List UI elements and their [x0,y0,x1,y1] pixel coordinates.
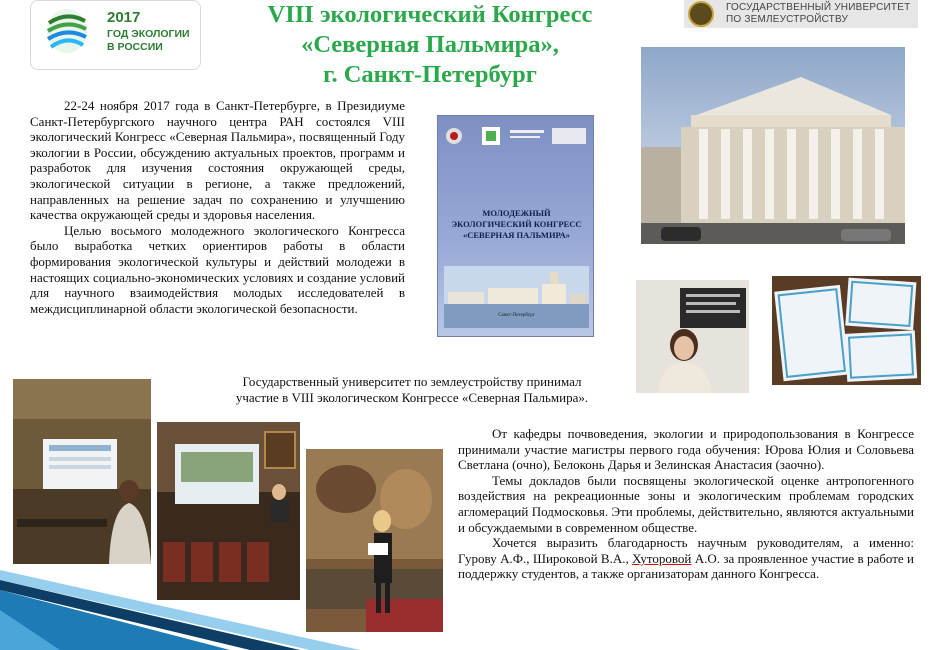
page-title [210,0,650,90]
caption-line2: участие в VIII экологическом Конгрессе «Северная Пальмира». [235,390,589,405]
book-title-line2: ЭКОЛОГИЧЕСКИЙ КОНГРЕСС [451,219,582,229]
eco-logo-line2: В РОССИИ [107,41,163,53]
details-paragraph-3 [458,535,914,582]
building-photo [641,47,905,244]
university-emblem-icon [688,1,714,27]
certificates-photo [772,276,921,385]
university-logo-line1: ГОСУДАРСТВЕННЫЙ УНИВЕРСИТЕТ [726,2,911,13]
eco-year-logo [30,0,201,70]
book-place: Санкт-Петербург [498,313,535,318]
eco-logo-line1: ГОД ЭКОЛОГИИ [107,28,190,40]
caption-line1: Государственный университет по землеустройству принимал [242,374,582,389]
conference-room-photo-1 [13,379,151,564]
congress-book-cover [437,115,594,337]
university-logo-line2: ПО ЗЕМЛЕУСТРОЙСТВУ [726,14,849,25]
details-p3-before: Хочется выразить благодарность научным руководителям, а именно: Гурову А.Ф., Широковой В.А., [458,535,914,566]
book-title-line1: МОЛОДЕЖНЫЙ [482,208,551,218]
title-line1: VIII экологический Конгресс [267,1,593,28]
student-plaque-photo [636,280,749,393]
eco-logo-mark-icon [45,7,89,55]
details-paragraph-1: От кафедры почвоведения, экологии и природопользования в Конгрессе принимали участие магистры первого года обучения: Юрова Юлия и Соловьева Светлана (очно), Белоконь Дарья и Зелинская Анастасия (заочно). [458,426,914,473]
university-logo [684,0,918,28]
book-cityscape-icon [444,266,589,328]
book-logos-icon [444,124,589,148]
details-text-block [458,426,914,582]
title-line2: «Северная Пальмира», [301,31,559,58]
eco-logo-year: 2017 [107,9,141,26]
intro-paragraph-1: 22-24 ноября 2017 года в Санкт-Петербурге, в Президиуме Санкт-Петербургского научного центра РАН состоялся VIII экологический Конгресс «Северная Пальмира», посвященный Году экологии в России, обсуждению актуальных проектов, программ и разработок для изучения состояния окружающей среды, экологической ситуации в регионе, а также предложений, направленных на решение задач по сохранению и улучшению качества окружающей среды и здоровья населения. [30,98,405,223]
intro-paragraph-2: Целью восьмого молодежного экологического Конгресса было выработка четких ориентиров работы в области формирования экологической культуры и действий молодежи в настоящих социально-экономических условиях и создание условий для научного взаимодействия молодых исследователей в междисциплинарной области экологической безопасности. [30,222,405,316]
book-title-line3: «СЕВЕРНАЯ ПАЛЬМИРА» [462,230,571,240]
participation-caption [212,374,612,406]
intro-text-block [30,98,405,316]
details-p3-underlined-name: Хуторовой [632,550,692,566]
book-title [442,208,591,241]
details-p3-after: А.О. за проявленное участие в работе и поддержку студентов, а также организаторам данного Конгресса. [458,550,914,582]
title-line3: г. Санкт-Петербург [323,61,537,88]
corner-swoosh-decoration [0,560,360,650]
details-paragraph-2: Темы докладов были посвящены экологической оценке антропогенного воздействия на рекреационные зоны и экологическим проблемам городских агломераций Подмосковья. Эти проблемы, действительно, являются актуальными и обсуждаемыми в современном обществе. [458,472,914,535]
